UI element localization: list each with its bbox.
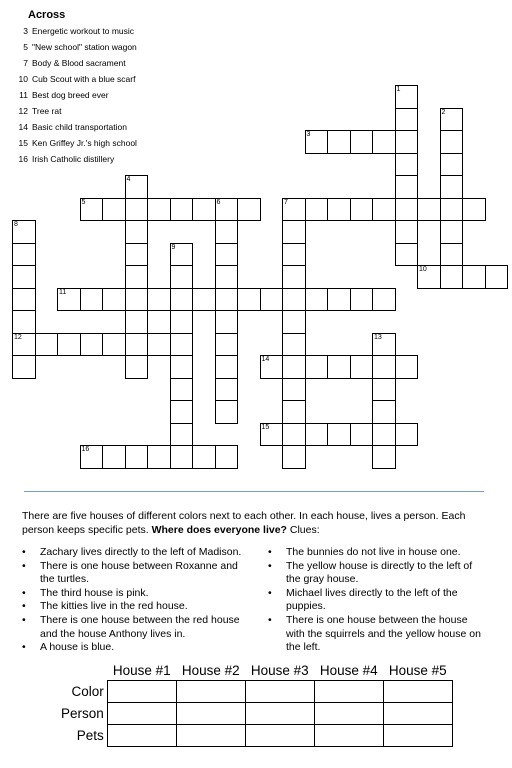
clue-number: 7 [23, 58, 28, 68]
cell-number: 12 [14, 333, 22, 341]
clue-text: Cub Scout with a blue scarf [32, 74, 136, 84]
crossword-cell[interactable] [192, 288, 216, 312]
crossword-cell[interactable] [282, 445, 306, 469]
crossword-cell[interactable] [215, 243, 239, 267]
crossword-cell[interactable] [215, 355, 239, 379]
across-clue [14, 55, 137, 71]
answer-cell[interactable] [314, 725, 383, 747]
crossword-cell[interactable] [305, 130, 329, 154]
crossword-cell[interactable] [102, 445, 126, 469]
across-clue [14, 39, 137, 55]
crossword-cell[interactable] [372, 400, 396, 424]
intro-text: There are five houses of different colors next to each other. In each house, lives a person. Each person keeps specific pets. [22, 510, 466, 536]
answer-cell[interactable] [176, 725, 245, 747]
across-clue [14, 23, 137, 39]
cell-number: 11 [59, 288, 67, 296]
crossword-cell[interactable] [57, 333, 81, 357]
clue-number: 3 [23, 26, 28, 36]
crossword-cell[interactable] [147, 198, 171, 222]
crossword-cell[interactable] [282, 423, 306, 447]
table-row [60, 725, 452, 747]
crossword-cell[interactable] [327, 288, 351, 312]
crossword-cell[interactable] [440, 175, 464, 199]
crossword-cell[interactable] [102, 333, 126, 357]
cell-number: 15 [261, 423, 270, 431]
crossword-cell[interactable] [395, 423, 419, 447]
answer-cell[interactable] [176, 703, 245, 725]
crossword-cell[interactable] [350, 198, 374, 222]
clue-number: 16 [18, 154, 28, 164]
crossword-cell[interactable] [440, 243, 464, 267]
crossword-cell[interactable] [102, 288, 126, 312]
crossword-cell[interactable] [395, 130, 419, 154]
crossword-cell[interactable] [215, 220, 239, 244]
crossword-cell[interactable] [215, 445, 239, 469]
crossword-cell[interactable] [395, 355, 419, 379]
cell-number: 6 [216, 198, 221, 206]
crossword-cell[interactable] [350, 130, 374, 154]
cell-number: 13 [374, 333, 382, 341]
crossword-cell[interactable] [147, 288, 171, 312]
crossword-cell[interactable] [170, 400, 194, 424]
crossword-cell[interactable] [282, 220, 306, 244]
cell-number: 9 [171, 243, 176, 251]
clue-number: 14 [18, 122, 28, 132]
crossword-cell[interactable] [170, 423, 194, 447]
crossword-cell[interactable] [282, 288, 306, 312]
crossword-cell[interactable] [260, 423, 284, 447]
crossword-cell[interactable] [80, 333, 104, 357]
crossword-cell[interactable] [125, 198, 149, 222]
crossword-cell[interactable] [80, 198, 104, 222]
crossword-cell[interactable] [440, 108, 464, 132]
crossword-cell[interactable] [350, 423, 374, 447]
crossword-cell[interactable] [395, 220, 419, 244]
clue-text: Best dog breed ever [32, 90, 109, 100]
crossword-cell[interactable] [282, 243, 306, 267]
crossword-cell[interactable] [372, 355, 396, 379]
crossword-cell[interactable] [147, 445, 171, 469]
clue-number: 15 [18, 138, 28, 148]
cell-number: 10 [419, 266, 427, 273]
across-clue [14, 119, 137, 135]
crossword-cell[interactable] [12, 243, 36, 267]
cell-number: 14 [261, 356, 270, 363]
crossword-cell[interactable] [305, 198, 329, 222]
crossword-cell[interactable] [170, 378, 194, 402]
crossword-cell[interactable] [170, 243, 194, 267]
crossword-cell[interactable] [282, 310, 306, 334]
clue-text: Basic child transportation [32, 122, 127, 132]
crossword-cell[interactable] [215, 198, 239, 222]
puzzle-intro [22, 509, 492, 537]
logic-clue: • There is one house between the house with the squirrels and the yellow house on the left. [268, 614, 488, 655]
crossword-cell[interactable] [440, 130, 464, 154]
crossword-cell[interactable] [327, 355, 351, 379]
crossword-cell[interactable] [440, 265, 464, 289]
cell-number: 8 [14, 221, 18, 228]
answer-cell[interactable] [245, 703, 314, 725]
logic-clue: • Michael lives directly to the left of the puppies. [268, 587, 488, 614]
cell-number: 4 [126, 176, 131, 183]
crossword-cell[interactable] [305, 288, 329, 312]
clue-number: 5 [23, 42, 28, 52]
answer-cell[interactable] [245, 681, 314, 703]
crossword-cell[interactable] [282, 355, 306, 379]
house-column-header: House #4 [319, 662, 378, 678]
answer-cell[interactable] [176, 681, 245, 703]
clue-text: Ken Griffey Jr.'s high school [32, 138, 137, 148]
crossword-cell[interactable] [215, 333, 239, 357]
logic-clue: • The third house is pink. [22, 587, 252, 601]
answer-cell[interactable] [314, 681, 383, 703]
crossword-cell[interactable] [125, 333, 149, 357]
crossword-cell[interactable] [260, 288, 284, 312]
clue-number: 10 [18, 74, 28, 84]
cell-number: 7 [284, 198, 288, 206]
clue-text: Energetic workout to music [32, 26, 135, 36]
crossword-cell[interactable] [12, 333, 36, 357]
clues-left-column [22, 546, 252, 655]
crossword-cell[interactable] [440, 220, 464, 244]
crossword-cell[interactable] [170, 288, 194, 312]
crossword-cell[interactable] [327, 198, 351, 222]
crossword-cell[interactable] [237, 288, 261, 312]
crossword-cell[interactable] [237, 198, 261, 222]
answer-cell[interactable] [314, 703, 383, 725]
logic-clue: • Zachary lives directly to the left of Madison. [22, 546, 252, 560]
across-clue [14, 103, 137, 119]
crossword-cell[interactable] [350, 355, 374, 379]
crossword-cell[interactable] [372, 130, 396, 154]
crossword-cell[interactable] [372, 198, 396, 222]
cell-number: 1 [396, 86, 401, 93]
across-title: Across [28, 9, 66, 21]
crossword-cell[interactable] [215, 400, 239, 424]
crossword-cell[interactable] [125, 175, 149, 199]
crossword-cell[interactable] [170, 445, 194, 469]
row-label: Person [61, 706, 104, 721]
house-column-header: House #5 [388, 662, 447, 678]
answer-cell[interactable] [107, 725, 176, 747]
crossword-cell[interactable] [57, 288, 81, 312]
crossword-cell[interactable] [327, 130, 351, 154]
answer-cell[interactable] [107, 681, 176, 703]
crossword-cell[interactable] [305, 355, 329, 379]
crossword-cell[interactable] [282, 198, 306, 222]
logic-clue: • There is one house between Roxanne and the turtles. [22, 560, 252, 587]
crossword-cell[interactable] [372, 378, 396, 402]
crossword-cell[interactable] [12, 265, 36, 289]
crossword-cell[interactable] [125, 220, 149, 244]
across-clue [14, 151, 137, 167]
crossword-cell[interactable] [12, 220, 36, 244]
crossword-cell[interactable] [395, 243, 419, 267]
crossword-cell[interactable] [485, 265, 509, 289]
crossword-cell[interactable] [372, 423, 396, 447]
table-corner [60, 660, 107, 681]
crossword-cell[interactable] [170, 355, 194, 379]
crossword-cell[interactable] [192, 445, 216, 469]
crossword-cell[interactable] [35, 333, 59, 357]
crossword-cell[interactable] [417, 265, 441, 289]
row-label: Color [71, 684, 104, 699]
clue-text: Tree rat [32, 106, 62, 116]
answer-cell[interactable] [383, 703, 452, 725]
crossword-cell[interactable] [395, 198, 419, 222]
crossword-cell[interactable] [440, 198, 464, 222]
intro-question: Where does everyone live? [151, 524, 287, 536]
table-row [60, 681, 452, 703]
crossword-cell[interactable] [80, 288, 104, 312]
cell-number: 16 [81, 446, 90, 453]
crossword-cell[interactable] [170, 198, 194, 222]
crossword-cell[interactable] [260, 355, 284, 379]
logic-clue: • The yellow house is directly to the left of the gray house. [268, 560, 488, 587]
crossword-cell[interactable] [282, 265, 306, 289]
answer-cell[interactable] [383, 681, 452, 703]
house-column-header: House #2 [181, 662, 240, 678]
cell-number: 3 [306, 131, 311, 138]
across-clue [14, 135, 137, 151]
house-column-header: House #1 [112, 662, 171, 678]
intro-clues-label: Clues: [286, 524, 320, 536]
clues-right-column [268, 546, 488, 655]
crossword-cell[interactable] [170, 265, 194, 289]
crossword-cell[interactable] [282, 400, 306, 424]
crossword-cell[interactable] [12, 288, 36, 312]
answer-cell[interactable] [245, 725, 314, 747]
logic-clue: • There is one house between the red house and the house Anthony lives in. [22, 614, 252, 641]
answer-cell[interactable] [107, 703, 176, 725]
crossword-cell[interactable] [125, 310, 149, 334]
section-divider [24, 491, 484, 492]
crossword-cell[interactable] [372, 445, 396, 469]
crossword-cell[interactable] [170, 333, 194, 357]
crossword-cell[interactable] [12, 310, 36, 334]
crossword-cell[interactable] [395, 108, 419, 132]
crossword-cell[interactable] [350, 288, 374, 312]
crossword-cell[interactable] [80, 445, 104, 469]
crossword-cell[interactable] [417, 198, 441, 222]
crossword-cell[interactable] [215, 288, 239, 312]
crossword-cell[interactable] [462, 265, 486, 289]
row-label: Pets [76, 728, 104, 743]
crossword-cell[interactable] [125, 265, 149, 289]
across-clue [14, 71, 137, 87]
clue-text: Irish Catholic distillery [32, 154, 115, 164]
logic-clue: • The bunnies do not live in house one. [268, 546, 488, 560]
clue-text: "New school" station wagon [32, 42, 137, 52]
crossword-cell[interactable] [372, 288, 396, 312]
crossword-cell[interactable] [192, 198, 216, 222]
crossword-cell[interactable] [462, 198, 486, 222]
crossword-cell[interactable] [215, 378, 239, 402]
crossword-cell[interactable] [327, 423, 351, 447]
logic-clue: • A house is blue. [22, 641, 252, 655]
crossword-cell[interactable] [147, 333, 171, 357]
crossword-cell[interactable] [215, 310, 239, 334]
crossword-cell[interactable] [12, 355, 36, 379]
crossword-cell[interactable] [440, 153, 464, 177]
crossword-cell[interactable] [372, 333, 396, 357]
clue-number: 11 [19, 90, 28, 100]
clue-text: Body & Blood sacrament [32, 58, 126, 68]
table-row [60, 703, 452, 725]
crossword-cell[interactable] [170, 310, 194, 334]
crossword-cell[interactable] [125, 243, 149, 267]
crossword-cell[interactable] [305, 423, 329, 447]
crossword-cell[interactable] [125, 288, 149, 312]
logic-clue: • The kitties live in the red house. [22, 600, 252, 614]
crossword-cell[interactable] [282, 333, 306, 357]
across-clue [14, 87, 137, 103]
crossword-cell[interactable] [395, 85, 419, 109]
across-clues [14, 9, 137, 167]
house-column-header: House #3 [250, 662, 309, 678]
crossword-cell[interactable] [215, 265, 239, 289]
answer-cell[interactable] [383, 725, 452, 747]
crossword-cell[interactable] [125, 355, 149, 379]
crossword-cell[interactable] [395, 153, 419, 177]
clue-number: 12 [18, 106, 28, 116]
crossword-cell[interactable] [125, 445, 149, 469]
logic-grid-table [60, 660, 453, 747]
crossword-cell[interactable] [102, 198, 126, 222]
crossword-cell[interactable] [282, 378, 306, 402]
cell-number: 2 [441, 108, 446, 116]
crossword-cell[interactable] [395, 175, 419, 199]
cell-number: 5 [81, 198, 86, 206]
